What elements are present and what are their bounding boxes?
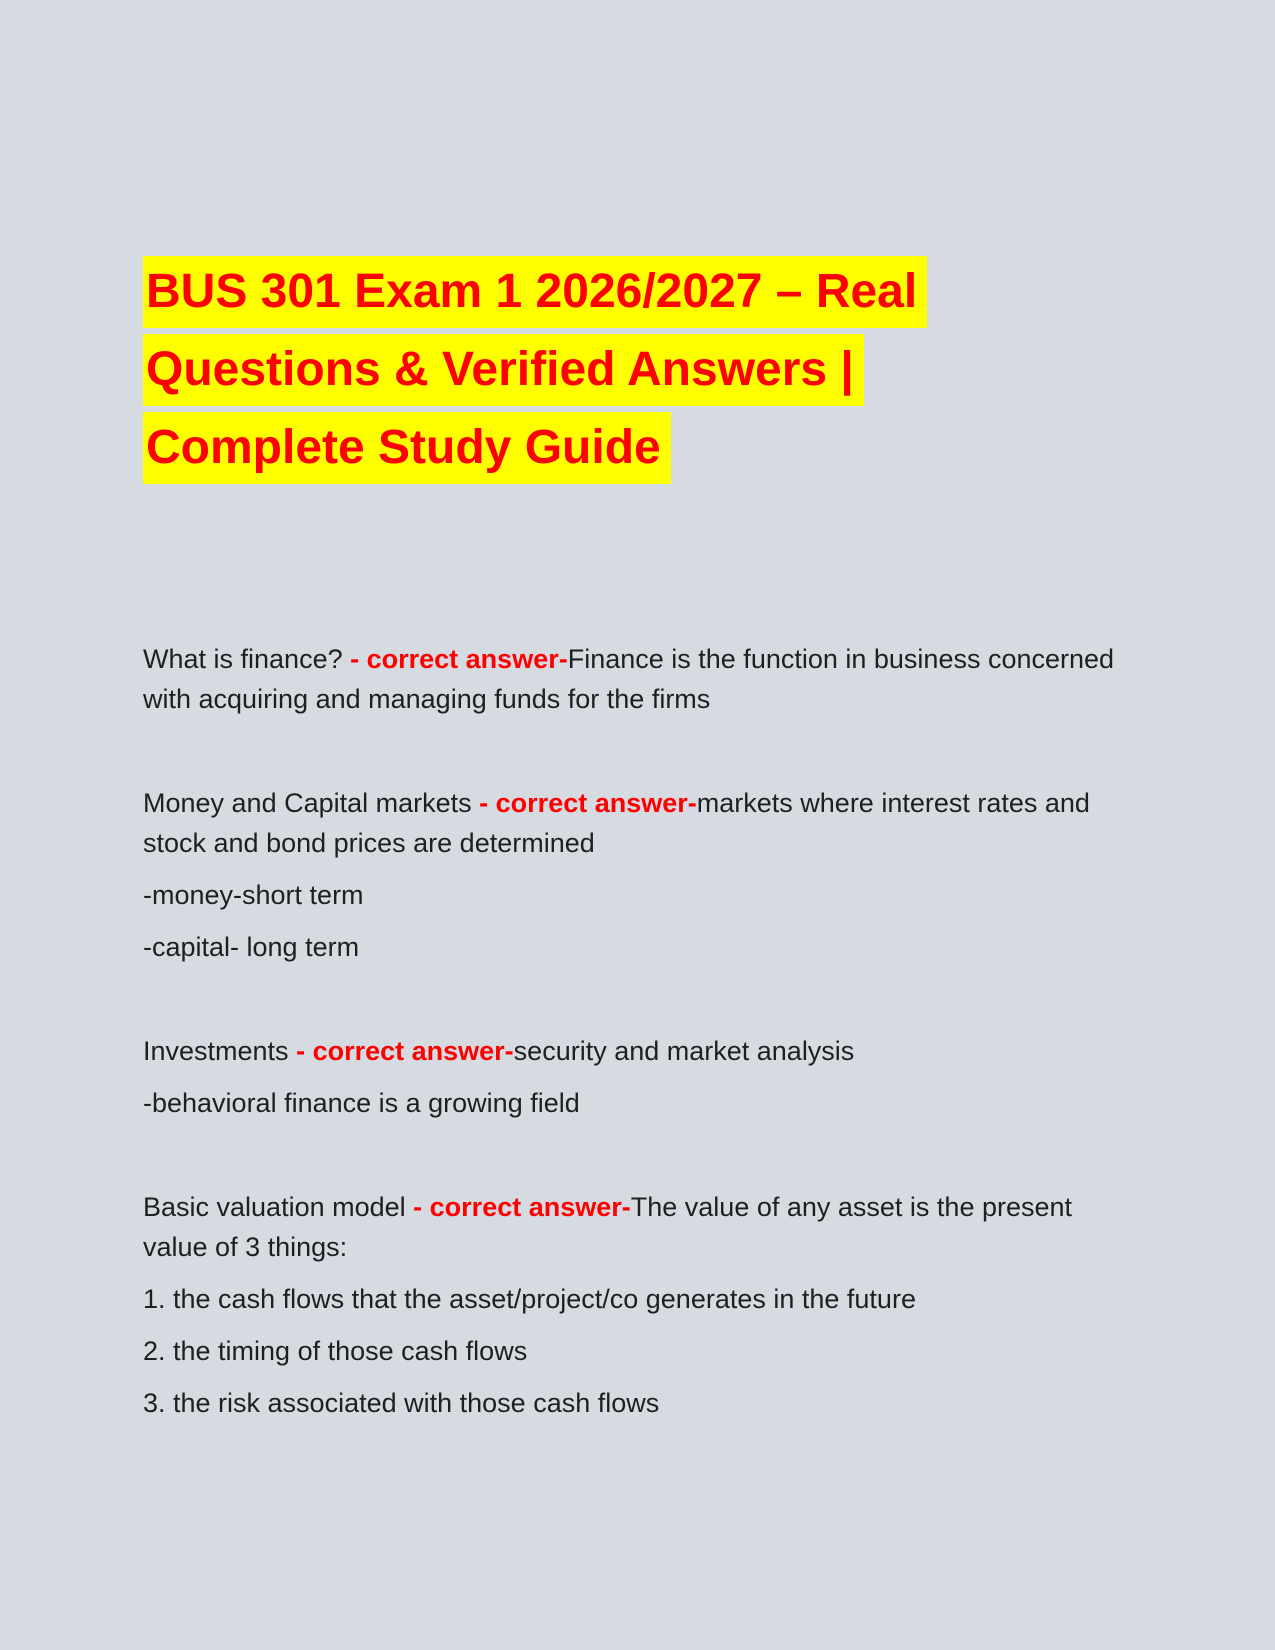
correct-answer-marker: - correct answer- <box>350 644 568 674</box>
correct-answer-marker: - correct answer- <box>296 1036 514 1066</box>
title-line-2: Questions & Verified Answers | <box>143 334 864 406</box>
title-line-1: BUS 301 Exam 1 2026/2027 – Real <box>143 256 927 328</box>
correct-answer-marker: - correct answer- <box>479 788 697 818</box>
blank-line <box>143 1135 1143 1175</box>
question-text: Basic valuation model <box>143 1192 406 1222</box>
detail-line: 2. the timing of those cash flows <box>143 1336 528 1366</box>
detail-line: 1. the cash flows that the asset/project/co generates in the future <box>143 1284 916 1314</box>
qa-paragraph <box>143 783 1143 863</box>
blank-line <box>143 731 1143 771</box>
page-title <box>143 253 1143 487</box>
detail-line: 3. the risk associated with those cash flows <box>143 1388 660 1418</box>
question-text: Investments <box>143 1036 289 1066</box>
answer-text: Finance is the function in business concerned with acquiring and managing funds for the firms <box>143 644 1115 714</box>
detail-line: -capital- long term <box>143 932 360 962</box>
qa-paragraph <box>143 639 1143 719</box>
qa-paragraph <box>143 1187 1143 1267</box>
detail-line: -money-short term <box>143 880 364 910</box>
detail-line: -behavioral finance is a growing field <box>143 1088 580 1118</box>
blank-line <box>143 979 1143 1019</box>
qa-paragraph <box>143 1031 1143 1071</box>
answer-text: markets where interest rates and stock and bond prices are determined <box>143 788 1090 858</box>
correct-answer-marker: - correct answer- <box>413 1192 631 1222</box>
document-body <box>143 639 1143 1423</box>
question-text: What is finance? <box>143 644 343 674</box>
title-line-3: Complete Study Guide <box>143 412 671 484</box>
answer-text: security and market analysis <box>513 1036 855 1066</box>
answer-text: The value of any asset is the present value of 3 things: <box>143 1192 1073 1262</box>
question-text: Money and Capital markets <box>143 788 472 818</box>
